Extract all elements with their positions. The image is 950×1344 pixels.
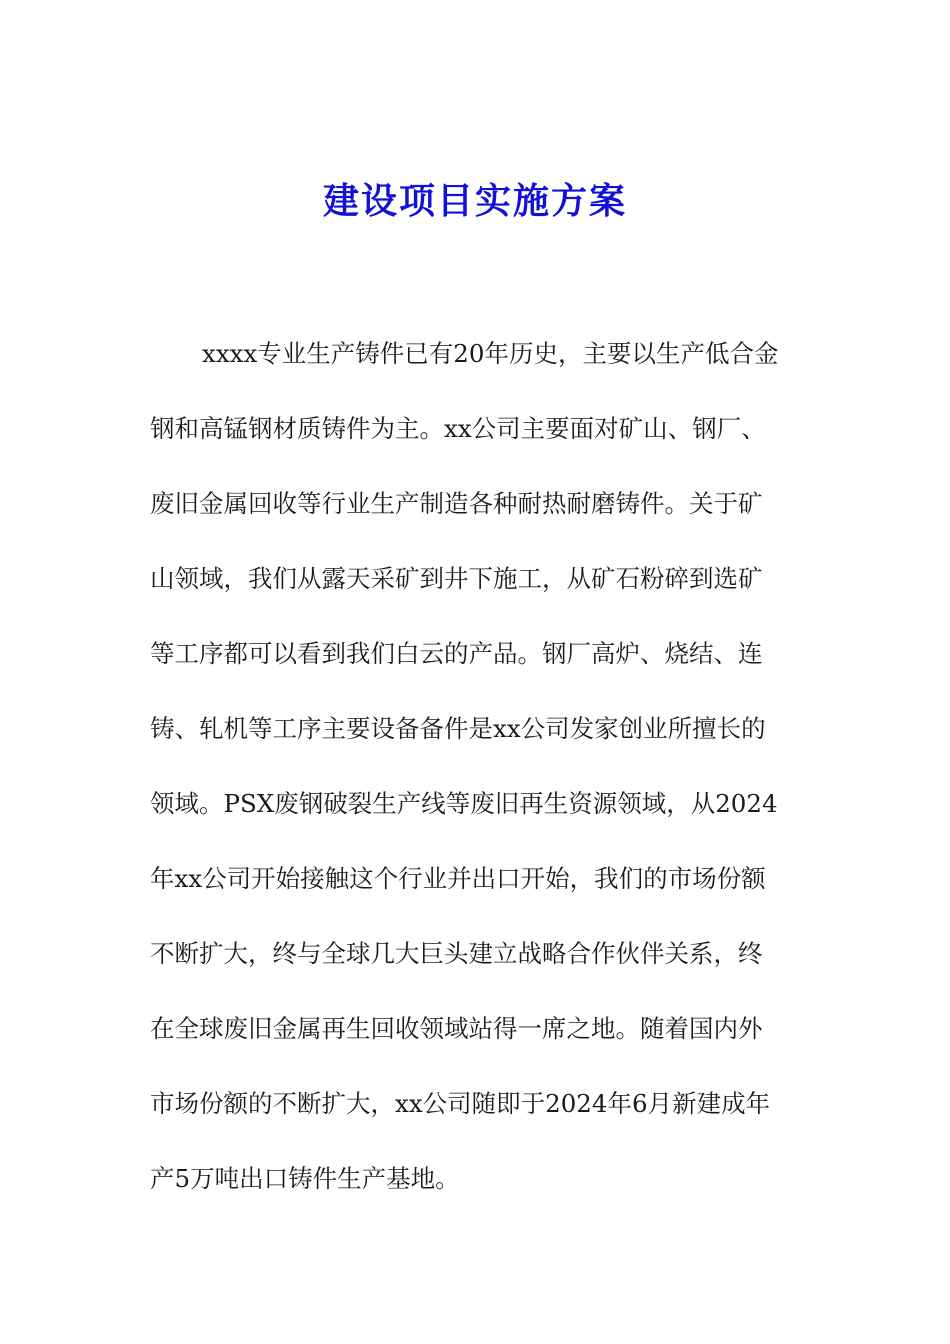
paragraph-line-3: 废旧金属回收等行业生产制造各种耐热耐磨铸件。关于矿	[150, 489, 763, 518]
paragraph-line-9: 不断扩大，终与全球几大巨头建立战略合作伙伴关系，终	[150, 939, 763, 968]
paragraph-line-1: xxxx专业生产铸件已有20年历史，主要以生产低合金	[202, 339, 779, 368]
paragraph-line-6: 铸、轧机等工序主要设备备件是xx公司发家创业所擅长的	[150, 714, 766, 743]
paragraph-line-12: 产5万吨出口铸件生产基地。	[150, 1164, 460, 1193]
paragraph-line-5: 等工序都可以看到我们白云的产品。钢厂高炉、烧结、连	[150, 639, 763, 668]
paragraph-line-8: 年xx公司开始接触这个行业并出口开始，我们的市场份额	[150, 864, 766, 893]
body-paragraph	[150, 326, 805, 1226]
paragraph-line-4: 山领域，我们从露天采矿到井下施工，从矿石粉碎到选矿	[150, 564, 763, 593]
paragraph-line-11: 市场份额的不断扩大，xx公司随即于2024年6月新建成年	[150, 1089, 771, 1118]
paragraph-line-7: 领域。PSX废钢破裂生产线等废旧再生资源领域，从2024	[150, 789, 778, 818]
paragraph-line-10: 在全球废旧金属再生回收领域站得一席之地。随着国内外	[150, 1014, 763, 1043]
document-title: 建设项目实施方案	[322, 181, 627, 222]
paragraph-line-2: 钢和高锰钢材质铸件为主。xx公司主要面对矿山、钢厂、	[150, 414, 766, 443]
